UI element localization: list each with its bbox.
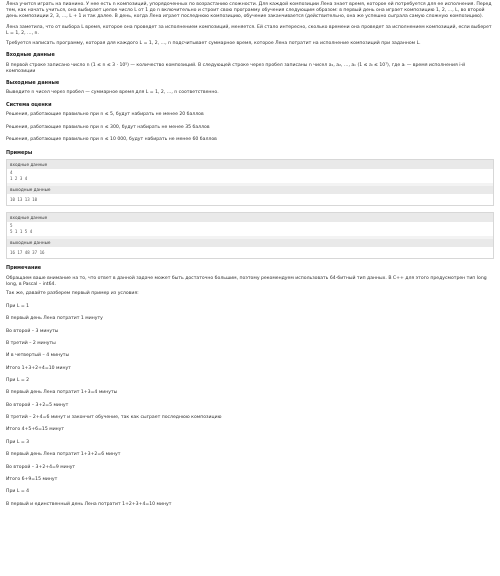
note-line: При L = 2 <box>6 377 30 383</box>
note-line: Во второй – 3+2=5 минут <box>6 402 69 408</box>
note-line: В первый день Лена потратит 1 минуту <box>6 316 103 322</box>
scoring-heading: Система оценки <box>6 101 52 108</box>
note-line: При L = 1 <box>6 303 30 309</box>
note-line: Так же, давайте разберем первый пример из условия: <box>6 291 139 297</box>
example-2-input[interactable] <box>7 222 493 236</box>
note-line: Итого 4+5+6=15 минут <box>6 427 65 433</box>
note-line: Во второй – 3 минуты <box>6 328 59 334</box>
note-line: В третий – 2+4=6 минут и закончит обучение, так как сыграет последнюю композицию <box>6 415 222 421</box>
example-1-output[interactable] <box>7 194 493 205</box>
example-1-output-line: 10 13 13 10 <box>10 196 38 202</box>
example-1-output-label: выходные данные <box>7 186 493 195</box>
intro-paragraph-1: Лена учится играть на пианино. У нее есть n композиций, упорядоченных по возрастанию сложности. Для каждой композиции Лена знает время, которое ей потребуется для ее исполнения. Перед тем, как начать учиться, она выбирает целое число L от 1 до n включительно и строит свою программу обучения следующим образом: в первый день она играет композицию 1, 2, …, L, во второй день композиции 2, 3, …, L + 1 и так далее. В день, когда Лена играет последнюю композицию, обучение заканчивается (действительно, она же успешно сыграла самую сложную композицию). <box>6 2 492 20</box>
intro-section <box>6 2 494 47</box>
note-heading: Примечание <box>6 265 42 272</box>
input-text: В первой строке записано число n (1 ≤ n ≤ 3 · 10⁵) — количество композиций. В следующей строке через пробел записаны n чисел a₁, a₂, …, aₙ (1 ≤ aᵢ ≤ 10⁷), где aᵢ — время исполнения i-й композиции <box>6 62 466 74</box>
intro-paragraph-2: Лена заметила, что от выбора L время, которое она проведет за исполнением композиций, меняется. Ей стало интересно, сколько времени она проведет за исполнением композиций, если выберет L = 1, 2, …, n. <box>6 24 492 36</box>
example-2-output-line: 16 17 48 37 16 <box>10 249 45 255</box>
note-line: И в четвертый – 4 минуты <box>6 353 70 359</box>
note-line: Итого 1+3+2+4=10 минут <box>6 365 71 371</box>
example-1 <box>6 159 494 206</box>
example-1-input-line-1: 4 <box>10 170 13 176</box>
scoring-item-3: Решения, работающие правильно при n ≤ 10 000, будут набирать не менее 60 баллов <box>6 137 217 143</box>
note-line: В третий – 2 минуты <box>6 340 56 346</box>
note-line: При L = 4 <box>6 489 30 495</box>
note-section <box>6 276 494 508</box>
example-1-input-line-2: 1 2 3 4 <box>10 175 28 181</box>
example-2 <box>6 212 494 259</box>
note-line: В первый день Лена потратит 1+3=4 минуты <box>6 390 118 396</box>
note-line: При L = 3 <box>6 439 30 445</box>
example-1-input[interactable] <box>7 169 493 183</box>
example-2-output-label: выходные данные <box>7 239 493 248</box>
note-line: В первый день Лена потратит 1+3+2=6 минут <box>6 452 121 458</box>
example-1-input-label: входные данные <box>7 160 493 169</box>
note-line: Итого 6+9=15 минут <box>6 476 58 482</box>
input-heading: Входные данные <box>6 52 55 59</box>
note-line: Обращаем ваше внимание на то, что ответ в данной задаче может быть достаточно большим, поэтому рекомендуем использовать 64-битный тип данных. В C++ для этого предусмотрен тип long long, в Pascal – int64. <box>6 275 487 287</box>
example-2-input-line-2: 5 1 1 5 4 <box>10 228 33 234</box>
output-text: Выведите n чисел через пробел — суммарное время для L = 1, 2, …, n соответственно. <box>6 90 219 96</box>
note-line: Во второй – 3+2+4=9 минут <box>6 464 76 470</box>
example-2-input-line-1: 5 <box>10 223 13 229</box>
example-2-input-label: входные данные <box>7 213 493 222</box>
note-line: В первый и единственный день Лена потратит 1+2+3+4=10 минут <box>6 501 172 507</box>
scoring-item-1: Решения, работающие правильно при n ≤ 5, будут набирать не менее 20 баллов <box>6 111 204 117</box>
scoring-item-2: Решения, работающие правильно при n ≤ 300, будут набирать не менее 35 баллов <box>6 124 210 130</box>
examples-heading: Примеры <box>6 149 33 156</box>
output-heading: Выходные данные <box>6 79 60 86</box>
intro-paragraph-3: Требуется написать программу, которая для каждого L = 1, 2, …, n подсчитывает суммарное время, которое Лена потратит на исполнение композиций при заданном L. <box>6 41 421 47</box>
example-2-output[interactable] <box>7 247 493 258</box>
